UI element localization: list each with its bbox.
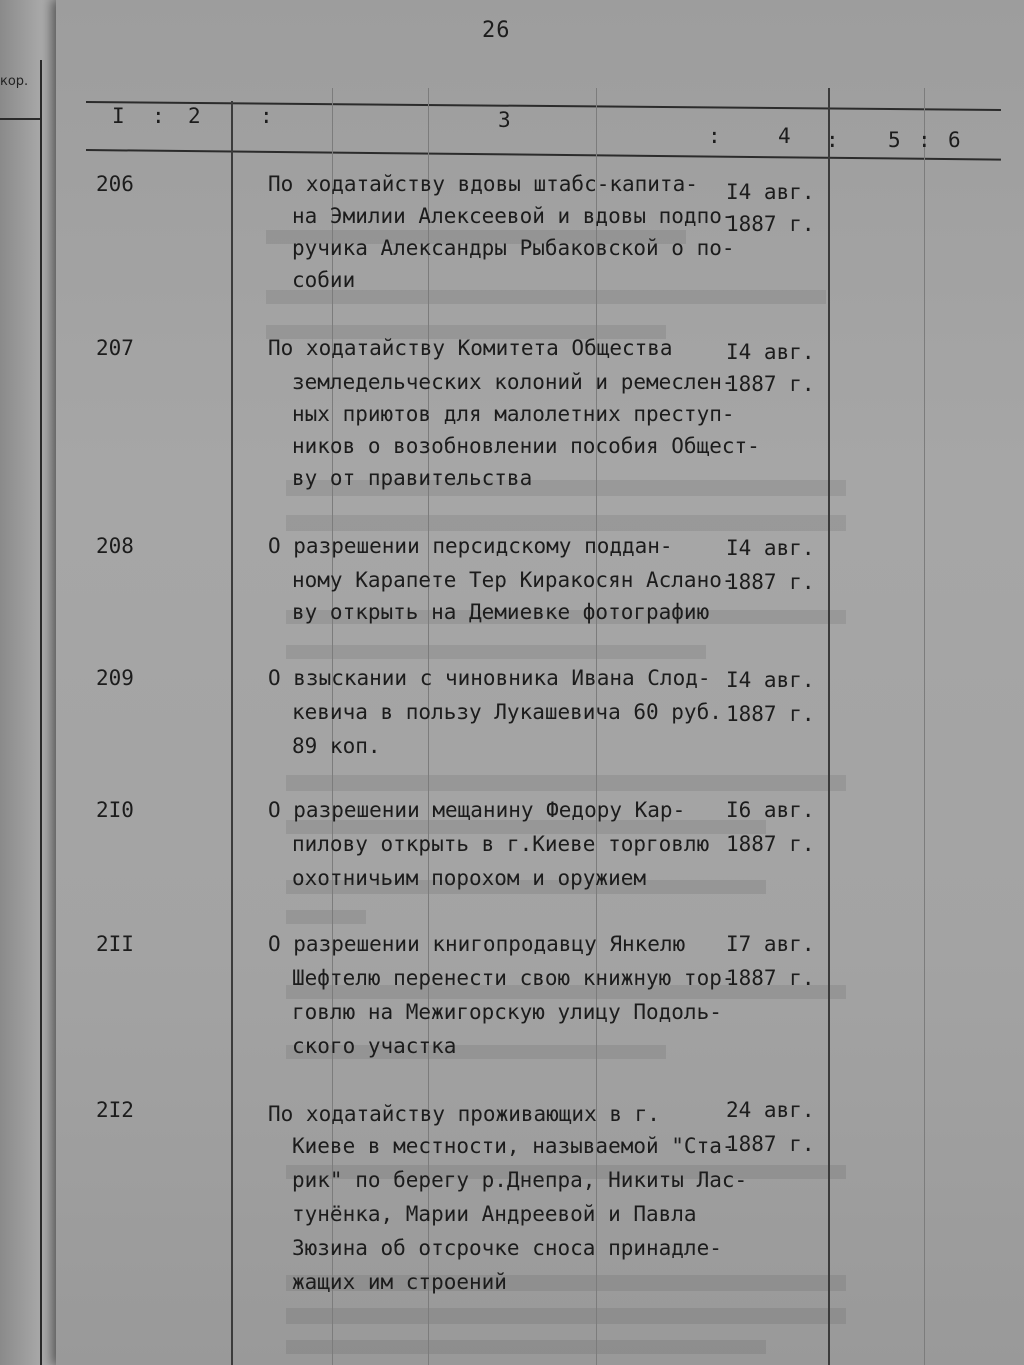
- entry-text-line: рик" по берегу р.Днепра, Никиты Лас-: [292, 1168, 748, 1192]
- entry-text-line: О взыскании с чиновника Ивана Слод-: [268, 666, 711, 690]
- entry-text-line: собии: [292, 268, 356, 292]
- entry-text-line: на Эмилии Алексеевой и вдовы подпо-: [292, 204, 735, 228]
- entry-date-day: I7 авг.: [726, 932, 815, 956]
- entry-text-line: ского участка: [292, 1034, 457, 1058]
- entry-date-day: I6 авг.: [726, 798, 815, 822]
- entry-text-line: Зюзина об отсрочке сноса принадле-: [292, 1236, 722, 1260]
- entry-date-year: 1887 г.: [726, 832, 815, 856]
- header-col-3: 3: [498, 108, 511, 132]
- header-separator: :: [826, 128, 839, 152]
- entry-date-day: I4 авг.: [726, 180, 815, 204]
- entry-text-line: Киеве в местности, называемой "Ста-: [292, 1134, 735, 1158]
- header-col-2: 2: [188, 104, 201, 128]
- previous-page-column-line: [40, 60, 42, 1365]
- entry-text-line: О разрешении мещанину Федору Кар-: [268, 798, 686, 822]
- entry-date-year: 1887 г.: [726, 372, 815, 396]
- previous-page-corner-label: кор.: [0, 74, 29, 89]
- entry-text-line: жащих им строений: [292, 1270, 507, 1294]
- entry-number: 2I2: [96, 1098, 134, 1122]
- entry-text-line: 89 коп.: [292, 734, 381, 758]
- previous-page-rule: [0, 118, 42, 120]
- entry-date-day: I4 авг.: [726, 340, 815, 364]
- entry-date-day: I4 авг.: [726, 668, 815, 692]
- entry-text-line: кевича в пользу Лукашевича 60 руб.: [292, 700, 722, 724]
- entry-text-line: земледельческих колоний и ремеслен-: [292, 370, 735, 394]
- column-divider-2: [828, 88, 830, 1365]
- entry-date-year: 1887 г.: [726, 212, 815, 236]
- entry-text-line: охотничьим порохом и оружием: [292, 866, 647, 890]
- entry-text-line: говлю на Межигорскую улицу Подоль-: [292, 1000, 722, 1024]
- entry-text-line: ручика Александры Рыбаковской о по-: [292, 236, 735, 260]
- header-separator: :: [918, 128, 931, 152]
- entry-number: 209: [96, 666, 134, 690]
- header-col-5: 5: [888, 128, 901, 152]
- header-col-1: I: [112, 104, 125, 128]
- entry-number: 2II: [96, 932, 134, 956]
- entry-text-line: По ходатайству Комитета Общества: [268, 336, 686, 360]
- entry-text-line: ников о возобновлении пособия Общест-: [292, 434, 760, 458]
- entry-number: 207: [96, 336, 134, 360]
- entry-date-year: 1887 г.: [726, 570, 815, 594]
- header-col-6: 6: [948, 128, 961, 152]
- entry-number: 206: [96, 172, 134, 196]
- archive-page: [56, 0, 1024, 1365]
- entry-date-year: 1887 г.: [726, 702, 815, 726]
- column-divider-1: [231, 101, 233, 1365]
- entry-text-line: ных приютов для малолетних преступ-: [292, 402, 735, 426]
- entry-date-year: 1887 г.: [726, 966, 815, 990]
- entry-date-day: 24 авг.: [726, 1098, 815, 1122]
- guide-line-4: [924, 88, 925, 1365]
- entry-text-line: ву от правительства: [292, 466, 533, 490]
- entry-text-line: ву открыть на Демиевке фотографию: [292, 600, 710, 624]
- entry-date-year: 1887 г.: [726, 1132, 815, 1156]
- entry-text-line: По ходатайству вдовы штабс-капита-: [268, 172, 698, 196]
- entry-text-line: пилову открыть в г.Киеве торговлю: [292, 832, 710, 856]
- header-separator: :: [260, 104, 273, 128]
- entry-text-line: По ходатайству проживающих в г.: [268, 1102, 660, 1126]
- header-col-4: 4: [778, 124, 791, 148]
- entry-number: 2I0: [96, 798, 134, 822]
- entry-text-line: О разрешении персидскому поддан-: [268, 534, 673, 558]
- entry-number: 208: [96, 534, 134, 558]
- page-number: 26: [482, 18, 511, 43]
- entry-text-line: О разрешении книгопродавцу Янкелю: [268, 932, 686, 956]
- header-separator: :: [152, 104, 165, 128]
- header-separator: :: [708, 124, 721, 148]
- entry-text-line: ному Карапете Тер Киракосян Аслано-: [292, 568, 735, 592]
- entry-text-line: Шефтелю перенести свою книжную тор-: [292, 966, 735, 990]
- entry-date-day: I4 авг.: [726, 536, 815, 560]
- entry-text-line: тунёнка, Марии Андреевой и Павла: [292, 1202, 697, 1226]
